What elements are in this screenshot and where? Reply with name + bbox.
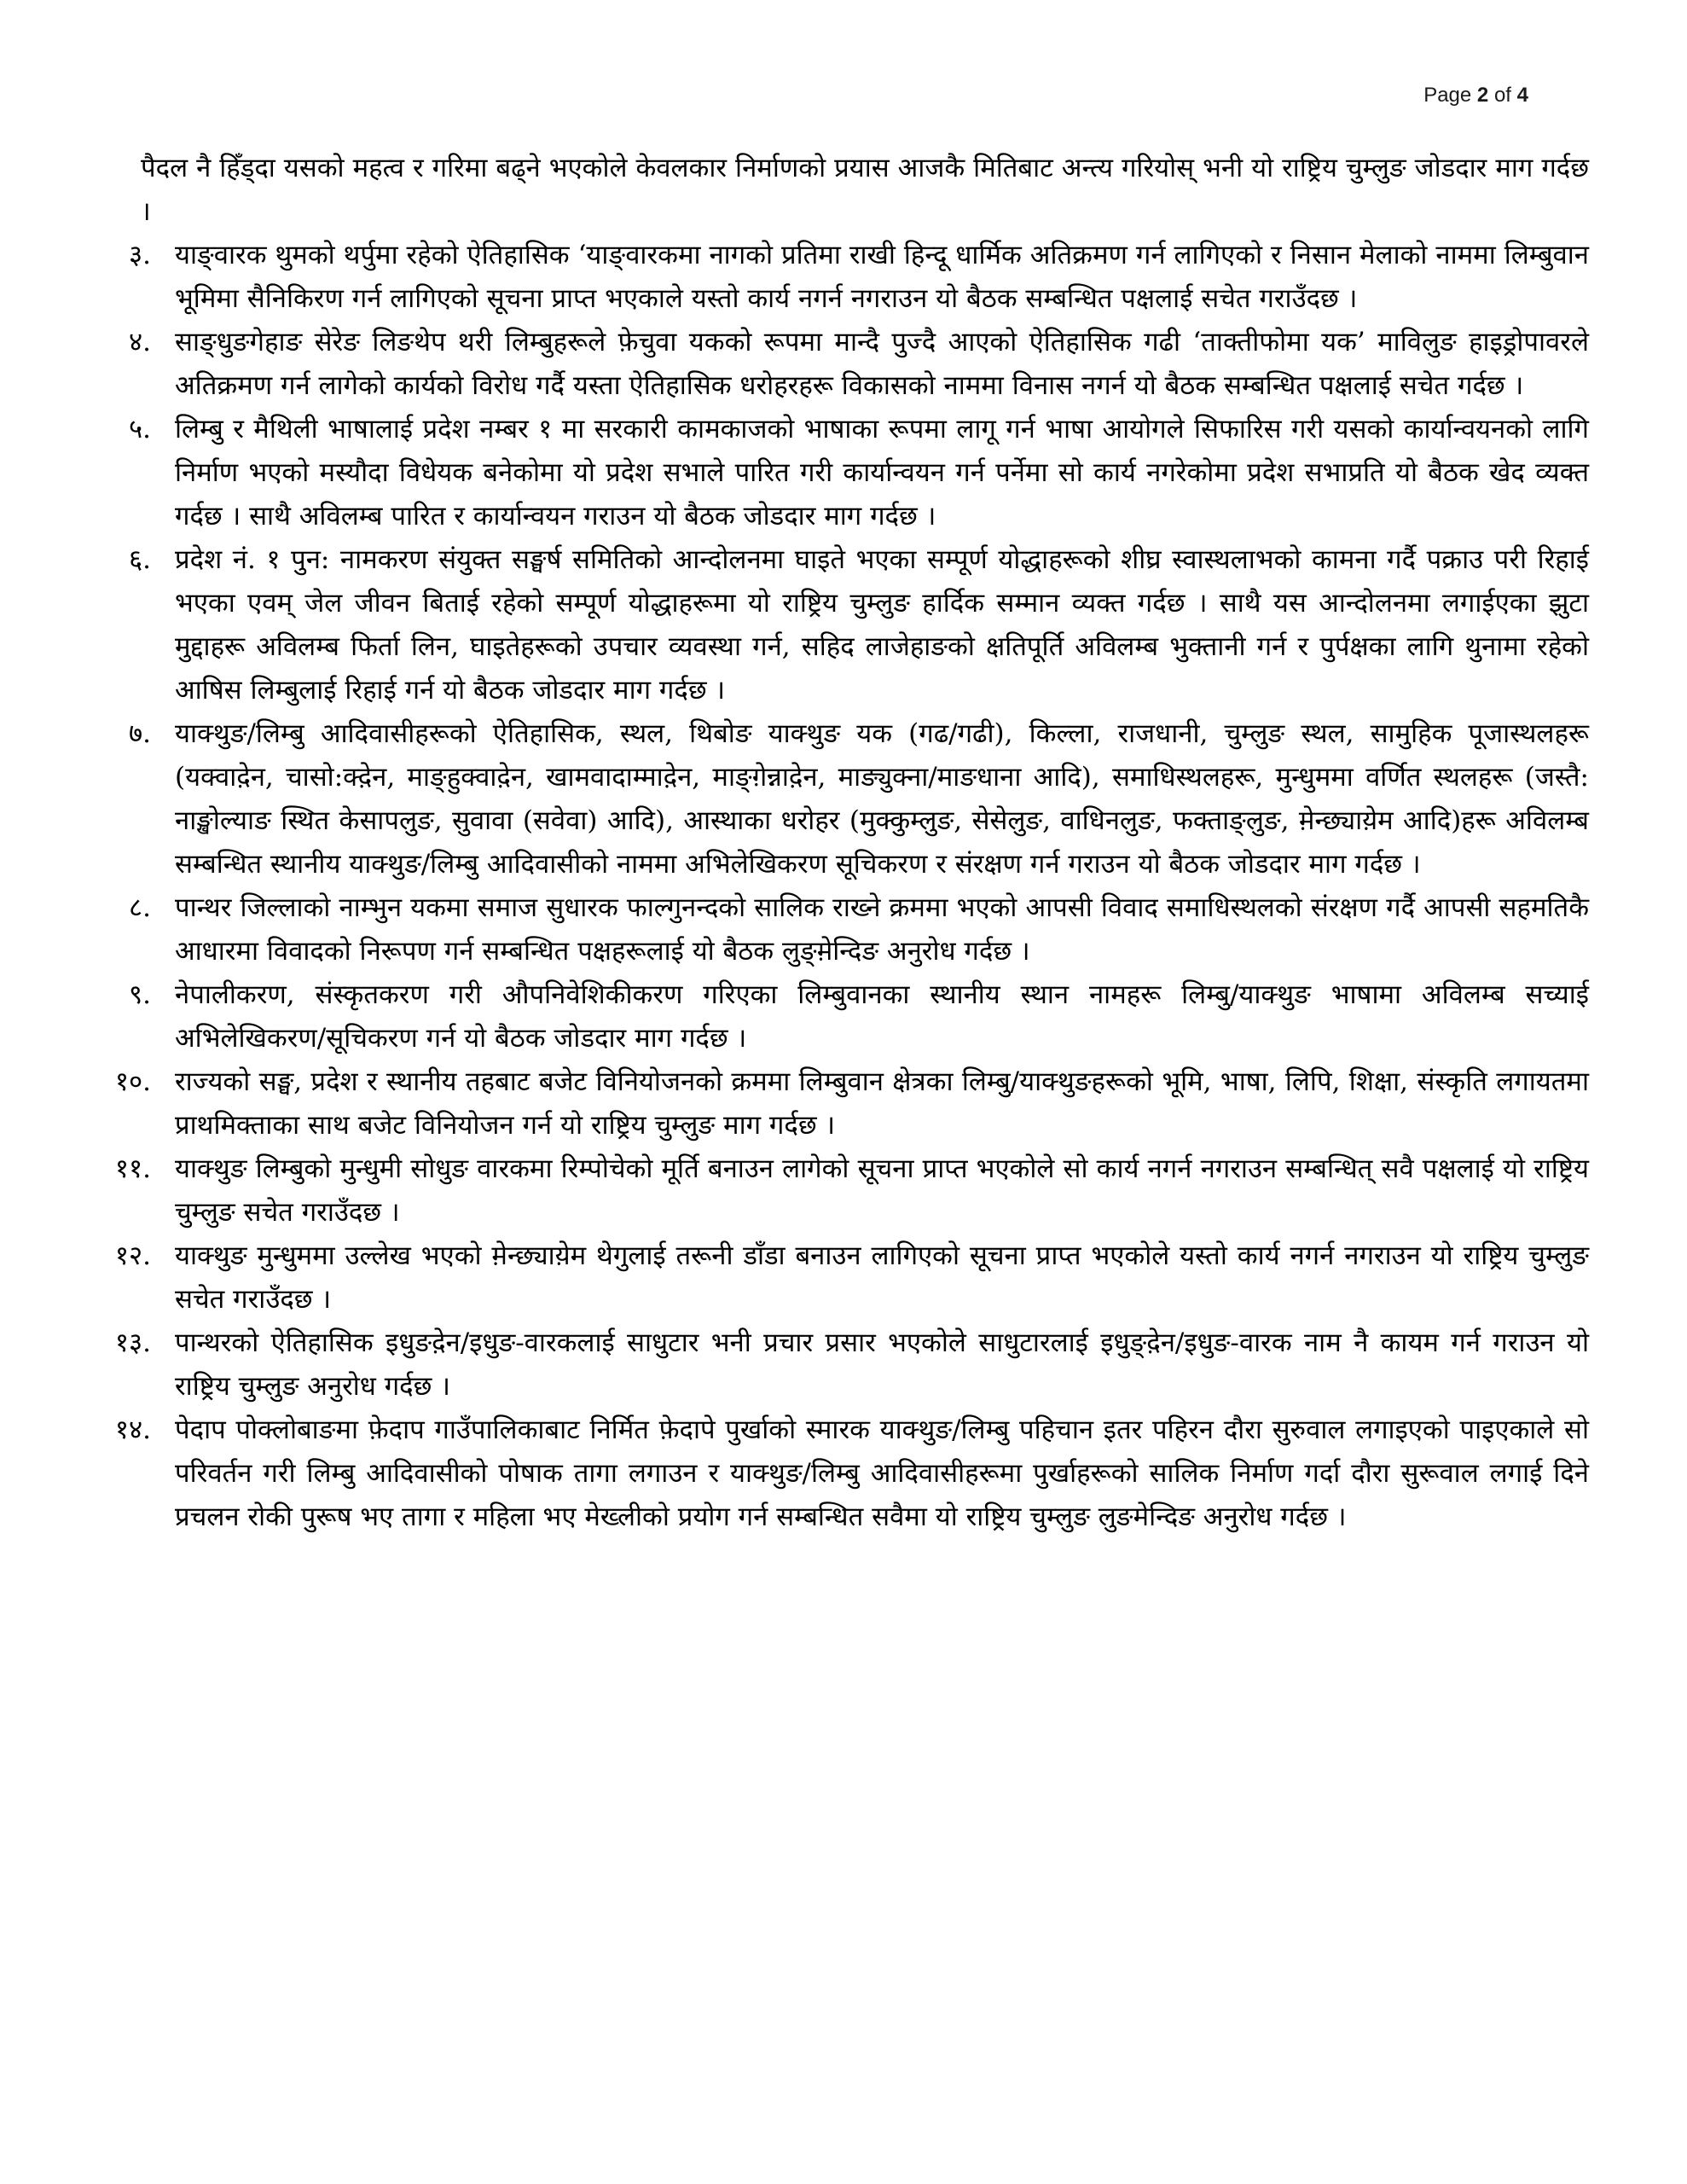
list-item: [98, 234, 1589, 321]
list-item: [98, 1321, 1589, 1409]
item-number: ७.: [129, 718, 151, 749]
list-item: [98, 886, 1589, 973]
item-text: पान्थर जिल्लाको नाम्भुन यकमा समाज सुधारक फाल्गुनन्दको सालिक राख्ने क्रममा भएको आपसी विवाद समाधिस्थलको संरक्षण गर्दै आपसी सहमतिकै आधारमा विवादको निरूपण गर्न सम्बन्धित पक्षहरूलाई यो बैठक लुङ्म़ेन्दिङ अनुरोध गर्दछ ।: [175, 892, 1589, 967]
list-item: [98, 1234, 1589, 1321]
item-text: याक्थुङ/लिम्बु आदिवासीहरूको ऐतिहासिक, स्थल, थिबोङ याक्थुङ यक (गढ/गढी), किल्ला, राजधानी, चुम्लुङ स्थल, सामुहिक पूजास्थलहरू (यक्वाद़ेन, चासो:क्द़ेन, माङ्हुक्वाद़ेन, खामवादाम्माद़ेन, माङ्ग़ेन्नाद़ेन, माङ्युक्ना/माङधाना आदि), समाधिस्थलहरू, मुन्धुममा वर्णित स्थलहरू (जस्तै: नाङ्खोल्याङ स्थित केसापलुङ, सुवावा (सवेवा) आदि), आस्थाका धरोहर (मुक्कुम्लुङ, सेसेलुङ, वाधिनलुङ, फक्ताङ्लुङ, म़ेन्छ्याय़ेम आदि)हरू अविलम्ब सम्बन्धित स्थानीय याक्थुङ/लिम्बु आदिवासीको नाममा अभिलेखिकरण सूचिकरण र संरक्षण गर्न गराउन यो बैठक जोडदार माग गर्दछ ।: [175, 718, 1589, 880]
list-item: [98, 321, 1589, 408]
list-item: [98, 712, 1589, 886]
item-number: ६.: [129, 544, 151, 575]
document-body: [98, 147, 1589, 1539]
item-number: ४.: [129, 327, 151, 357]
item-text: साङ्धुङगेहाङ सेरेङ लिङथेप थरी लिम्बुहरूले फ़ेचुवा यकको रूपमा मान्दै पुज्दै आएको ऐतिहासिक गढी ‘ताक्तीफोमा यक’ माविलुङ हाइड्रोपावरले अतिक्रमण गर्न लागेको कार्यको विरोध गर्दै यस्ता ऐतिहासिक धरोहरहरू विकासको नाममा विनास नगर्न यो बैठक सम्बन्धित पक्षलाई सचेत गर्दछ ।: [175, 327, 1589, 401]
resolution-list: [98, 234, 1589, 1539]
total-pages: 4: [1516, 84, 1528, 107]
continuation-paragraph: पैदल नै हिँड्दा यसको महत्व र गरिमा बढ्ने भएकोले केवलकार निर्माणको प्रयास आजकै मितिबाट अन्त्य गरियोस् भनी यो राष्ट्रिय चुम्लुङ जोडदार माग गर्दछ ।: [141, 153, 1589, 227]
item-number: ५.: [129, 414, 151, 444]
list-item: [98, 1147, 1589, 1234]
item-text: नेपालीकरण, संस्कृतकरण गरी औपनिवेशिकीकरण गरिएका लिम्बुवानका स्थानीय स्थान नामहरू लिम्बु/याक्थुङ भाषामा अविलम्ब सच्याई अभिलेखिकरण/सूचिकरण गर्न यो बैठक जोडदार माग गर्दछ ।: [175, 979, 1589, 1054]
item-text: पेदाप पोक्लोबाङमा फ़ेदाप गाउँपालिकाबाट निर्मित फ़ेदापे पुर्खाको स्मारक याक्थुङ/लिम्बु पहिचान इतर पहिरन दौरा सुरुवाल लगाइएको पाइएकाले सो परिवर्तन गरी लिम्बु आदिवासीको पोषाक तागा लगाउन र याक्थुङ/लिम्बु आदिवासीहरूमा पुर्खाहरूको सालिक निर्माण गर्दा दौरा सुरूवाल लगाई दिने प्रचलन रोकी पुरूष भए तागा र महिला भए मेख्लीको प्रयोग गर्न सम्बन्धित सवैमा यो राष्ट्रिय चुम्लुङ लुङमेन्दिङ अनुरोध गर्दछ ।: [175, 1414, 1589, 1532]
list-item: [98, 973, 1589, 1060]
item-text: याक्थुङ मुन्धुममा उल्लेख भएको म़ेन्छ्याय़ेम थेगुलाई तरूनी डाँडा बनाउन लागिएको सूचना प्राप्त भएकोले यस्तो कार्य नगर्न नगराउन यो राष्ट्रिय चुम्लुङ सचेत गराउँदछ ।: [175, 1240, 1589, 1315]
item-number: ११.: [114, 1153, 151, 1184]
page-label: Page: [1423, 84, 1472, 107]
of-label: of: [1493, 84, 1511, 107]
list-item: [98, 538, 1589, 712]
list-item: [98, 1409, 1589, 1539]
list-item: [98, 408, 1589, 538]
item-number: १०.: [114, 1066, 151, 1097]
item-number: १४.: [114, 1414, 151, 1445]
item-number: १३.: [114, 1327, 151, 1358]
item-text: राज्यको सङ्घ, प्रदेश र स्थानीय तहबाट बजेट विनियोजनको क्रममा लिम्बुवान क्षेत्रका लिम्बु/याक्थुङहरूको भूमि, भाषा, लिपि, शिक्षा, संस्कृति लगायतमा प्राथमिक्ताका साथ बजेट विनियोजन गर्न यो राष्ट्रिय चुम्लुङ माग गर्दछ ।: [175, 1066, 1589, 1141]
item-text: याङ्वारक थुमको थर्पुमा रहेको ऐतिहासिक ‘याङ्वारकमा नागको प्रतिमा राखी हिन्दू धार्मिक अतिक्रमण गर्न लागिएको र निसान मेलाको नाममा लिम्बुवान भूमिमा सैनिकिरण गर्न लागिएको सूचना प्राप्त भएकाले यस्तो कार्य नगर्न नगराउन यो बैठक सम्बन्धित पक्षलाई सचेत गराउँदछ ।: [175, 240, 1589, 314]
item-text: पान्थरको ऐतिहासिक इधुङद़ेन/इधुङ-वारकलाई साधुटार भनी प्रचार प्रसार भएकोले साधुटारलाई इधुङ्द़ेन/इधुङ-वारक नाम नै कायम गर्न गराउन यो राष्ट्रिय चुम्लुङ अनुरोध गर्दछ ।: [175, 1327, 1589, 1402]
item-number: ८.: [129, 892, 151, 923]
item-text: याक्थुङ लिम्बुको मुन्धुमी सोधुङ वारकमा रिम्पोचेको मूर्ति बनाउन लागेको सूचना प्राप्त भएकोले सो कार्य नगर्न नगराउन सम्बन्धित् सवै पक्षलाई यो राष्ट्रिय चुम्लुङ सचेत गराउँदछ ।: [175, 1153, 1589, 1228]
item-number: १२.: [114, 1240, 151, 1271]
item-text: प्रदेश नं. १ पुन: नामकरण संयुक्त सङ्घर्ष समितिको आन्दोलनमा घाइते भएका सम्पूर्ण योद्धाहरूको शीघ्र स्वास्थलाभको कामना गर्दै पक्राउ परी रिहाई भएका एवम् जेल जीवन बिताई रहेको सम्पूर्ण योद्धाहरूमा यो राष्ट्रिय चुम्लुङ हार्दिक सम्मान व्यक्त गर्दछ । साथै यस आन्दोलनमा लगाईएका झुटा मुद्दाहरू अविलम्ब फिर्ता लिन, घाइतेहरूको उपचार व्यवस्था गर्न, सहिद लाजेहाङको क्षतिपूर्ति अविलम्ब भुक्तानी गर्न र पुर्पक्षका लागि थुनामा रहेको आषिस लिम्बुलाई रिहाई गर्न यो बैठक जोडदार माग गर्दछ ।: [175, 544, 1589, 706]
list-item: [98, 1060, 1589, 1147]
item-number: ३.: [129, 240, 151, 270]
page-number-header: [1423, 84, 1528, 107]
item-text: लिम्बु र मैथिली भाषालाई प्रदेश नम्बर १ मा सरकारी कामकाजको भाषाका रूपमा लागू गर्न भाषा आयोगले सिफारिस गरी यसको कार्यान्वयनको लागि निर्माण भएको मस्यौदा विधेयक बनेकोमा यो प्रदेश सभाले पारित गरी कार्यान्वयन गर्न पर्नेमा सो कार्य नगरेकोमा प्रदेश सभाप्रति यो बैठक खेद व्यक्त गर्दछ । साथै अविलम्ब पारित र कार्यान्वयन गराउन यो बैठक जोडदार माग गर्दछ ।: [175, 414, 1589, 531]
page-number: 2: [1476, 84, 1489, 107]
item-number: ९.: [129, 979, 151, 1010]
